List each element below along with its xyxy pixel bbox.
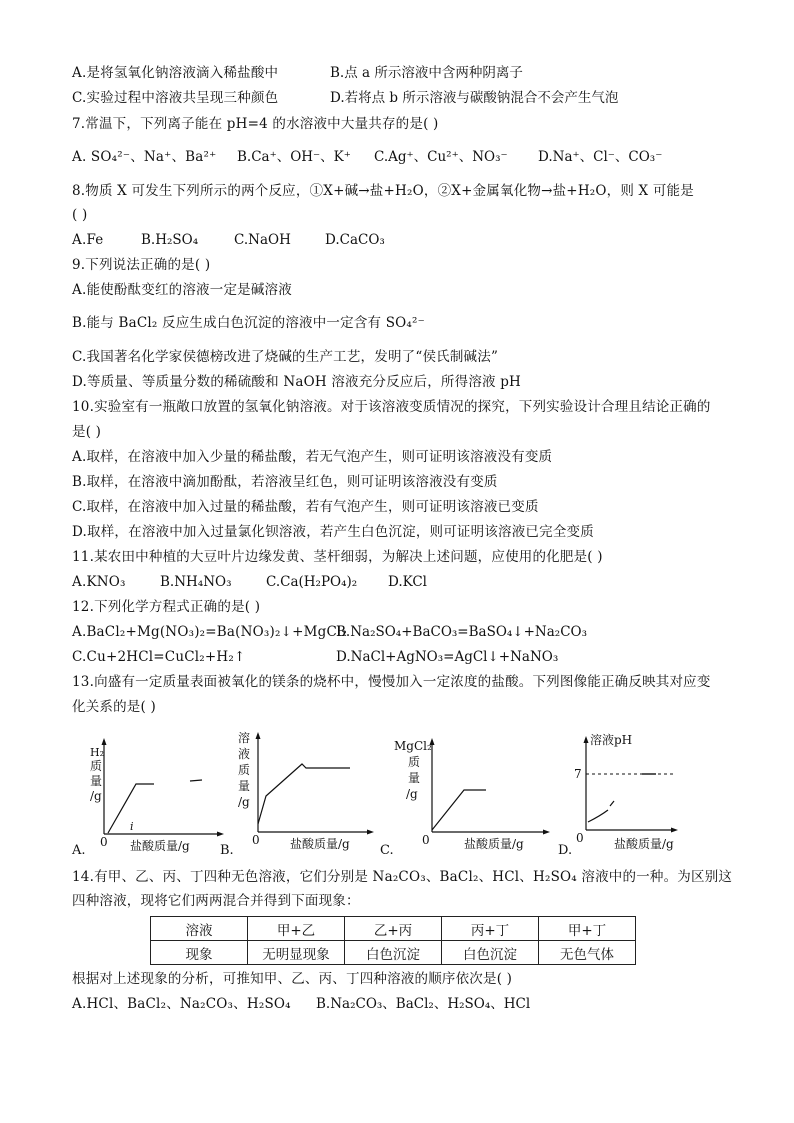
q14-option-b: B.Na₂CO₃、BaCl₂、H₂SO₄、HCl <box>316 996 531 1012</box>
graph-c <box>380 730 560 860</box>
graph-b-letter: B. <box>220 843 234 858</box>
graph-c-curve <box>432 790 486 830</box>
graph-a-y-arrow <box>102 738 107 745</box>
q7-option-a: A. SO₄²⁻、Na⁺、Ba²⁺ <box>72 149 217 165</box>
graph-a-ylabel-4: /g <box>90 789 102 803</box>
table-cell: 现象 <box>151 941 248 965</box>
q9-option-c: C.我国著名化学家侯德榜改进了烧碱的生产工艺，发明了“侯氏制碱法” <box>72 349 499 365</box>
graph-d <box>556 730 686 860</box>
graph-c-ylabel-4: /g <box>406 787 418 801</box>
graph-b-x-arrow <box>367 830 374 835</box>
graph-a <box>72 730 232 860</box>
q11-option-d: D.KCl <box>388 574 428 590</box>
q12-stem: 12.下列化学方程式正确的是( ) <box>72 599 261 615</box>
graph-a-mark: i <box>130 820 134 833</box>
q13-stem-line2: 化关系的是( ) <box>72 699 156 715</box>
q11-option-b: B.NH₄NO₃ <box>160 574 232 590</box>
graph-c-ylabel-1: MgCl₂ <box>394 739 432 753</box>
graph-b-ylabel-5: /g <box>238 795 250 809</box>
graph-a-ylabel-2: 质 <box>90 759 103 773</box>
q13-stem-line1: 13.向盛有一定质量表面被氧化的镁条的烧杯中，慢慢加入一定浓度的盐酸。下列图像能正确反映其对应变 <box>72 674 711 690</box>
q14-stem-line3: 根据对上述现象的分析，可推知甲、乙、丙、丁四种溶液的顺序依次是( ) <box>72 971 513 987</box>
graph-b-ylabel-3: 质 <box>238 763 251 777</box>
graph-d-xlabel: 盐酸质量/g <box>614 837 674 851</box>
graph-b-y-arrow <box>256 732 261 739</box>
graph-c-ylabel-3: 量 <box>408 771 421 785</box>
table-cell: 甲+丁 <box>539 917 636 941</box>
graph-a-xlabel: 盐酸质量/g <box>130 839 190 853</box>
q7-option-b: B.Ca⁺、OH⁻、K⁺ <box>237 149 351 165</box>
graph-d-ylabel: 溶液pH <box>590 733 633 747</box>
graph-a-letter: A. <box>72 843 86 858</box>
q9-stem: 9.下列说法正确的是( ) <box>72 257 211 273</box>
table-cell: 白色沉淀 <box>345 941 442 965</box>
q10-stem-line1: 10.实验室有一瓶敞口放置的氢氧化钠溶液。对于该溶液变质情况的探究，下列实验设计合理且结论正确的 <box>72 399 711 415</box>
graph-c-letter: C. <box>380 843 394 858</box>
table-cell: 丙+丁 <box>442 917 539 941</box>
graph-b-curve <box>258 764 350 824</box>
graph-d-curve <box>588 810 608 822</box>
q14-option-a: A.HCl、BaCl₂、Na₂CO₃、H₂SO₄ <box>72 996 291 1012</box>
graph-a-ylabel-1: H₂ <box>90 746 105 759</box>
q10-option-b: B.取样，在溶液中滴加酚酞，若溶液呈红色，则可证明该溶液没有变质 <box>72 474 498 490</box>
graph-c-origin: 0 <box>422 833 430 847</box>
table-cell: 无明显现象 <box>248 941 345 965</box>
graph-b-ylabel-2: 液 <box>238 747 251 761</box>
q7-stem: 7.常温下，下列离子能在 pH=4 的水溶液中大量共存的是( ) <box>72 116 439 132</box>
q12-option-d: D.NaCl+AgNO₃=AgCl↓+NaNO₃ <box>336 649 559 665</box>
graph-d-y-arrow <box>584 736 589 743</box>
q8-stem: 8.物质 X 可发生下列所示的两个反应，①X+碱→盐+H₂O，②X+金属氧化物→盐+H₂O，则 X 可能是 <box>72 183 694 199</box>
q14-stem-line1: 14.有甲、乙、丙、丁四种无色溶液，它们分别是 Na₂CO₃、BaCl₂、HCl、H₂SO₄ 溶液中的一种。为区别这 <box>72 869 733 885</box>
graph-b-origin: 0 <box>252 833 260 847</box>
q10-option-c: C.取样，在溶液中加入过量的稀盐酸，若有气泡产生，则可证明该溶液已变质 <box>72 499 539 515</box>
graph-d-origin: 0 <box>576 831 584 845</box>
graph-c-x-arrow <box>543 830 550 835</box>
table-cell: 乙+丙 <box>345 917 442 941</box>
table-cell: 溶液 <box>151 917 248 941</box>
graph-d-tick-7: 7 <box>574 767 582 781</box>
graph-d-curve-tail <box>610 801 614 806</box>
q10-option-a: A.取样，在溶液中加入少量的稀盐酸，若无气泡产生，则可证明该溶液没有变质 <box>72 449 553 465</box>
graph-b-ylabel-1: 溶 <box>238 731 251 745</box>
graph-b-ylabel-4: 量 <box>238 779 251 793</box>
graph-b-xlabel: 盐酸质量/g <box>290 837 350 851</box>
q8-paren: ( ) <box>72 207 88 223</box>
table-cell: 白色沉淀 <box>442 941 539 965</box>
table-row <box>151 941 636 965</box>
graph-a-origin: 0 <box>100 835 108 849</box>
table-cell: 无色气体 <box>539 941 636 965</box>
q11-option-c: C.Ca(H₂PO₄)₂ <box>266 574 358 590</box>
q8-option-d: D.CaCO₃ <box>325 232 385 248</box>
graph-c-ylabel-2: 质 <box>408 755 421 769</box>
q6-option-b: B.点 a 所示溶液中含两种阴离子 <box>330 65 523 81</box>
graph-b <box>218 728 378 858</box>
q10-option-d: D.取样，在溶液中加入过量氯化钡溶液，若产生白色沉淀，则可证明该溶液已完全变质 <box>72 524 594 540</box>
q12-option-b: B.Na₂SO₄+BaCO₃=BaSO₄↓+Na₂CO₃ <box>336 624 588 640</box>
q8-option-c: C.NaOH <box>234 232 291 248</box>
q12-option-a: A.BaCl₂+Mg(NO₃)₂=Ba(NO₃)₂↓+MgCl₂ <box>72 624 348 640</box>
q6-option-a: A.是将氢氧化钠溶液滴入稀盐酸中 <box>72 65 279 81</box>
q11-stem: 11.某农田中种植的大豆叶片边缘发黄、茎杆细弱，为解决上述问题，应使用的化肥是( ) <box>72 549 603 565</box>
q9-option-a: A.能使酚酞变红的溶液一定是碱溶液 <box>72 282 292 298</box>
graph-d-letter: D. <box>558 843 573 858</box>
graph-a-ylabel-3: 量 <box>90 774 103 788</box>
q8-option-b: B.H₂SO₄ <box>141 232 199 248</box>
q14-stem-line2: 四种溶液，现将它们两两混合并得到下面现象： <box>72 893 360 909</box>
q7-option-d: D.Na⁺、Cl⁻、CO₃⁻ <box>538 149 663 165</box>
table-header-row <box>151 917 636 941</box>
q7-option-c: C.Ag⁺、Cu²⁺、NO₃⁻ <box>374 149 508 165</box>
table-cell: 甲+乙 <box>248 917 345 941</box>
q6-option-c: C.实验过程中溶液共呈现三种颜色 <box>72 90 279 106</box>
q9-option-d: D.等质量、等质量分数的稀硫酸和 NaOH 溶液充分反应后，所得溶液 pH <box>72 374 522 390</box>
graph-c-xlabel: 盐酸质量/g <box>464 837 524 851</box>
q12-option-c: C.Cu+2HCl=CuCl₂+H₂↑ <box>72 649 246 665</box>
observation-table <box>150 916 636 965</box>
q11-option-a: A.KNO₃ <box>72 574 126 590</box>
graph-d-x-arrow <box>671 828 678 833</box>
q6-option-d: D.若将点 b 所示溶液与碳酸钠混合不会产生气泡 <box>330 90 619 106</box>
q8-option-a: A.Fe <box>72 232 104 248</box>
graph-a-segment <box>190 780 202 781</box>
q9-option-b: B.能与 BaCl₂ 反应生成白色沉淀的溶液中一定含有 SO₄²⁻ <box>72 315 425 331</box>
q10-stem-line2: 是( ) <box>72 424 102 440</box>
